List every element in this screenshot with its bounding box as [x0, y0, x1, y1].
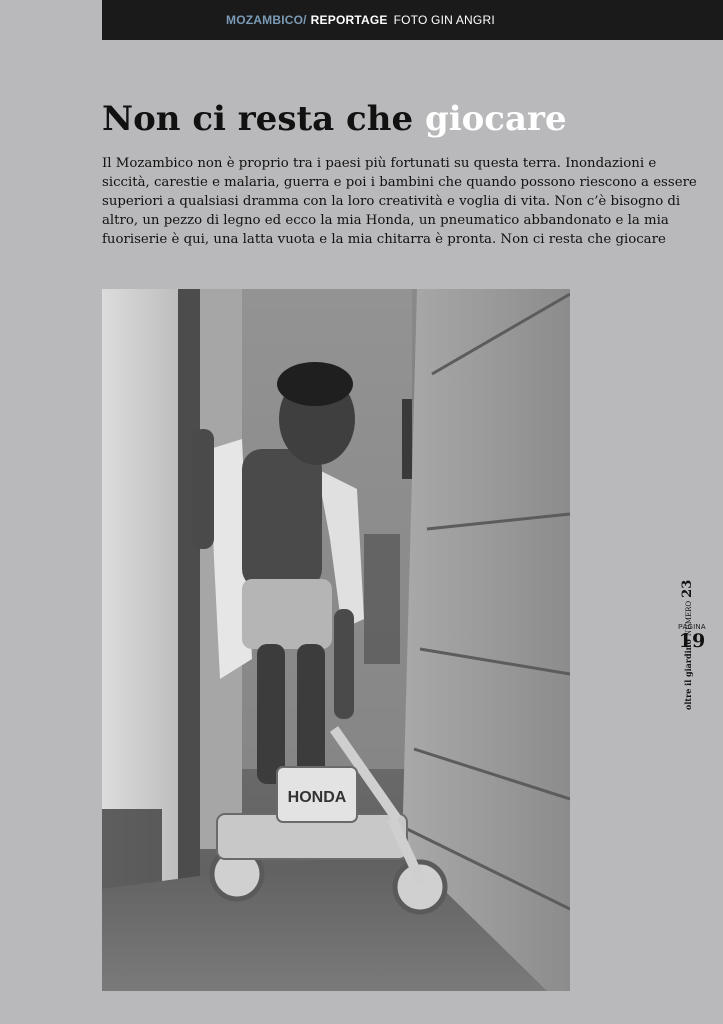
- intro-line: siccità, carestie e malaria, guerra e poi i bambini che quando possono riescono a essere: [102, 175, 697, 190]
- reportage-photo: [102, 289, 570, 991]
- left-door-jamb: [178, 289, 200, 899]
- toy-label: HONDA: [287, 789, 347, 806]
- title-main: Non ci resta che: [102, 99, 414, 139]
- intro-line: Il Mozambico non è proprio tra i paesi più fortunati su questa terra. Inondazioni e: [102, 156, 657, 171]
- door-handle: [402, 399, 412, 479]
- issue-number-label: NUMERO: [685, 600, 693, 637]
- intro-line: fuoriserie è qui, una latta vuota e la mia chitarra è pronta. Non ci resta che giocare: [102, 232, 666, 247]
- boy-leg: [297, 644, 325, 779]
- page-number: 19: [678, 630, 706, 652]
- page-label: PAGINA: [678, 624, 706, 631]
- issue-number: 23: [680, 579, 695, 598]
- photo-illustration: [102, 289, 570, 991]
- intro-line: altro, un pezzo di legno ed ecco la mia Honda, un pneumatico abbandonato e la mia: [102, 213, 669, 228]
- boy-leg: [257, 644, 285, 784]
- header-text: [226, 13, 495, 27]
- boy-shorts: [242, 579, 332, 649]
- page-number-box: [678, 624, 706, 651]
- header-separator: /: [303, 13, 307, 27]
- boy-torso: [242, 449, 322, 589]
- header-credit: FOTO GIN ANGRI: [393, 13, 495, 27]
- title-highlight: giocare: [424, 99, 567, 139]
- header-section: MOZAMBICO: [226, 13, 304, 27]
- boy-raised-arm: [192, 429, 214, 549]
- header-bar: [102, 0, 723, 40]
- header-category: REPORTAGE: [310, 13, 388, 27]
- boy-arm: [334, 609, 354, 719]
- intro-line: superiori a qualsiasi dramma con la loro creatività e voglia di vita. Non c’è bisogno di: [102, 194, 681, 209]
- article-title: [102, 98, 567, 140]
- magazine-name: oltre il giardino: [683, 639, 693, 710]
- article-intro: [102, 154, 697, 249]
